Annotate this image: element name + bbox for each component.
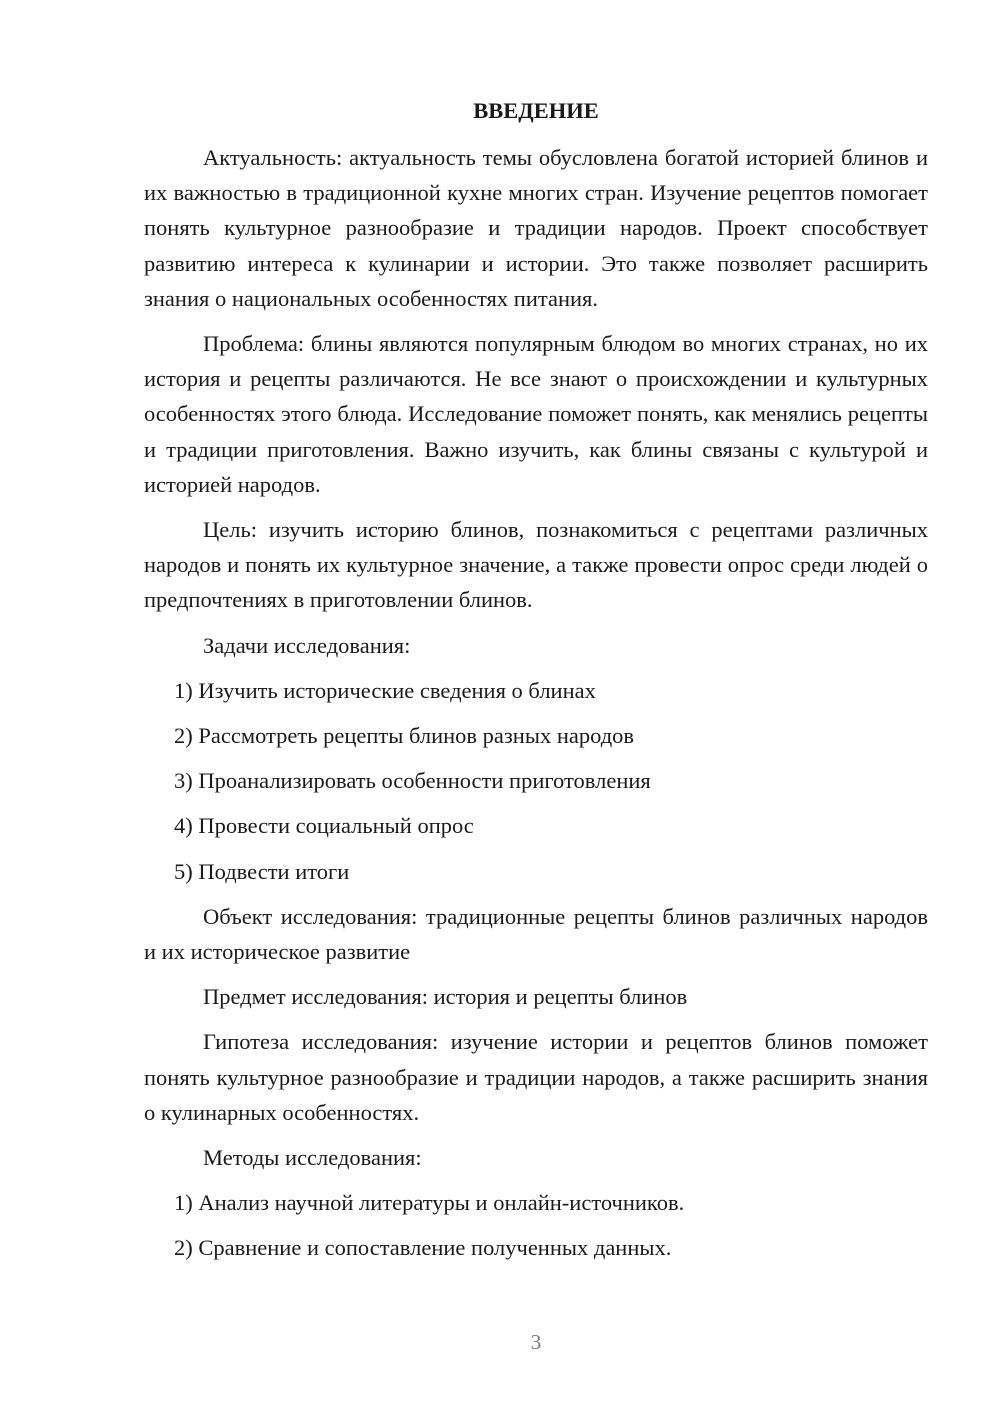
page-number: 3: [530, 1330, 542, 1354]
task-item-1: 1) Изучить исторические сведения о блинах: [174, 677, 596, 703]
relevance-paragraph: Актуальность: актуальность темы обусловлена богатой историей блинов и их важностью в традиционной кухне многих стран. Изучение рецептов помогает понять культурное разнообразие и традиции народов. Проект способствует развитию интереса к кулинарии и истории. Это также позволяет расширить знания о национальных особенностях питания.: [144, 145, 928, 311]
tasks-heading: Задачи исследования:: [203, 632, 411, 658]
methods-heading: Методы исследования:: [203, 1145, 422, 1171]
method-item-2: 2) Сравнение и сопоставление полученных данных.: [174, 1235, 672, 1261]
problem-paragraph: Проблема: блины являются популярным блюдом во многих странах, но их история и рецепты различаются. Не все знают о происхождении и культурных особенностях этого блюда. Исследование поможет понять, как менялись рецепты и традиции приготовления. Важно изучить, как блины связаны с культурой и историей народов.: [144, 331, 928, 497]
task-item-5: 5) Подвести итоги: [174, 858, 350, 884]
task-item-3: 3) Проанализировать особенности приготовления: [174, 768, 651, 794]
section-title: ВВЕДЕНИЕ: [473, 98, 599, 123]
task-item-4: 4) Провести социальный опрос: [174, 813, 474, 839]
goal-paragraph: Цель: изучить историю блинов, познакомиться с рецептами различных народов и понять их культурное значение, а также провести опрос среди людей о предпочтениях в приготовлении блинов.: [144, 517, 928, 613]
hypothesis-paragraph: Гипотеза исследования: изучение истории и рецептов блинов поможет понять культурное разнообразие и традиции народов, а также расширить знания о кулинарных особенностях.: [144, 1029, 928, 1125]
task-item-2: 2) Рассмотреть рецепты блинов разных народов: [174, 723, 635, 749]
page-content: [144, 93, 928, 1276]
method-item-1: 1) Анализ научной литературы и онлайн-источников.: [174, 1190, 685, 1216]
object-paragraph: Объект исследования: традиционные рецепты блинов различных народов и их историческое развитие: [144, 903, 928, 965]
subject-paragraph: Предмет исследования: история и рецепты блинов: [203, 984, 688, 1010]
